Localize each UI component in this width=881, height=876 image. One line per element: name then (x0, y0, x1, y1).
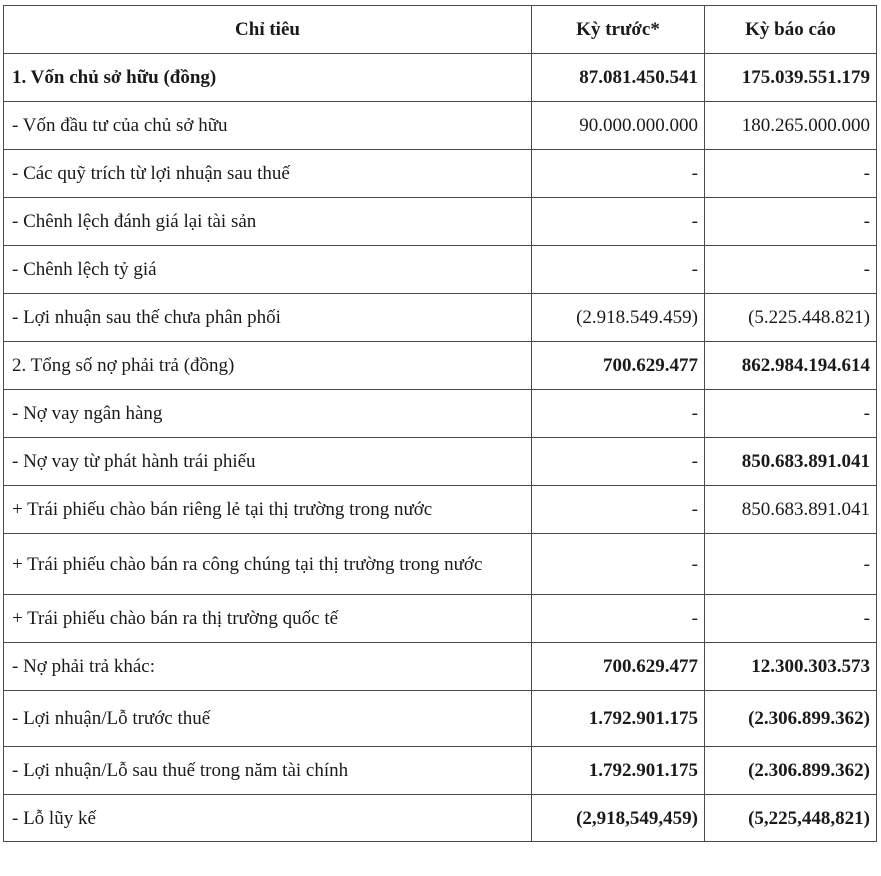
row-current-value: - (705, 595, 877, 643)
row-previous-value: 90.000.000.000 (532, 102, 705, 150)
row-current-value: - (705, 534, 877, 595)
row-previous-value: (2,918,549,459) (532, 795, 705, 842)
row-label: + Trái phiếu chào bán ra thị trường quốc tế (4, 595, 532, 643)
row-label: - Chênh lệch tỷ giá (4, 246, 532, 294)
header-indicator: Chỉ tiêu (4, 6, 532, 54)
row-previous-value: 1.792.901.175 (532, 747, 705, 795)
row-label: - Lợi nhuận/Lỗ trước thuế (4, 691, 532, 747)
row-label: - Lợi nhuận sau thế chưa phân phối (4, 294, 532, 342)
row-current-value: (2.306.899.362) (705, 747, 877, 795)
table-row (4, 534, 877, 595)
row-previous-value: - (532, 438, 705, 486)
table-row (4, 438, 877, 486)
row-label: 1. Vốn chủ sở hữu (đồng) (4, 54, 532, 102)
row-label: - Các quỹ trích từ lợi nhuận sau thuế (4, 150, 532, 198)
row-label: - Vốn đầu tư của chủ sở hữu (4, 102, 532, 150)
table-row (4, 486, 877, 534)
table-row (4, 747, 877, 795)
row-current-value: 850.683.891.041 (705, 438, 877, 486)
row-label: + Trái phiếu chào bán riêng lẻ tại thị trường trong nước (4, 486, 532, 534)
row-current-value: - (705, 390, 877, 438)
row-label: - Nợ vay từ phát hành trái phiếu (4, 438, 532, 486)
row-current-value: (5.225.448.821) (705, 294, 877, 342)
row-previous-value: - (532, 486, 705, 534)
row-label: + Trái phiếu chào bán ra công chúng tại thị trường trong nước (4, 534, 532, 595)
row-current-value: - (705, 150, 877, 198)
row-current-value: (2.306.899.362) (705, 691, 877, 747)
row-previous-value: - (532, 534, 705, 595)
row-previous-value: 700.629.477 (532, 643, 705, 691)
row-current-value: 12.300.303.573 (705, 643, 877, 691)
row-current-value: - (705, 198, 877, 246)
row-previous-value: 1.792.901.175 (532, 691, 705, 747)
row-current-value: - (705, 246, 877, 294)
row-label: - Chênh lệch đánh giá lại tài sản (4, 198, 532, 246)
table-body (4, 54, 877, 842)
table-row (4, 150, 877, 198)
row-previous-value: - (532, 595, 705, 643)
table-row (4, 198, 877, 246)
table-row (4, 643, 877, 691)
row-previous-value: - (532, 246, 705, 294)
row-label: 2. Tổng số nợ phải trả (đồng) (4, 342, 532, 390)
row-label: - Nợ vay ngân hàng (4, 390, 532, 438)
table-row (4, 342, 877, 390)
row-previous-value: (2.918.549.459) (532, 294, 705, 342)
table-row (4, 102, 877, 150)
row-previous-value: 700.629.477 (532, 342, 705, 390)
row-previous-value: - (532, 198, 705, 246)
table-row (4, 795, 877, 842)
row-previous-value: 87.081.450.541 (532, 54, 705, 102)
header-row (4, 6, 877, 54)
table-row (4, 246, 877, 294)
table-row (4, 390, 877, 438)
row-previous-value: - (532, 390, 705, 438)
header-reporting-period: Kỳ báo cáo (705, 6, 877, 54)
row-current-value: 862.984.194.614 (705, 342, 877, 390)
table-row (4, 54, 877, 102)
row-label: - Lỗ lũy kế (4, 795, 532, 842)
table-row (4, 595, 877, 643)
financial-table (3, 5, 877, 842)
row-current-value: 850.683.891.041 (705, 486, 877, 534)
row-current-value: (5,225,448,821) (705, 795, 877, 842)
row-label: - Nợ phải trả khác: (4, 643, 532, 691)
table-header (4, 6, 877, 54)
header-previous-period: Kỳ trước* (532, 6, 705, 54)
table-row (4, 691, 877, 747)
row-current-value: 180.265.000.000 (705, 102, 877, 150)
table-row (4, 294, 877, 342)
row-label: - Lợi nhuận/Lỗ sau thuế trong năm tài chính (4, 747, 532, 795)
row-previous-value: - (532, 150, 705, 198)
row-current-value: 175.039.551.179 (705, 54, 877, 102)
